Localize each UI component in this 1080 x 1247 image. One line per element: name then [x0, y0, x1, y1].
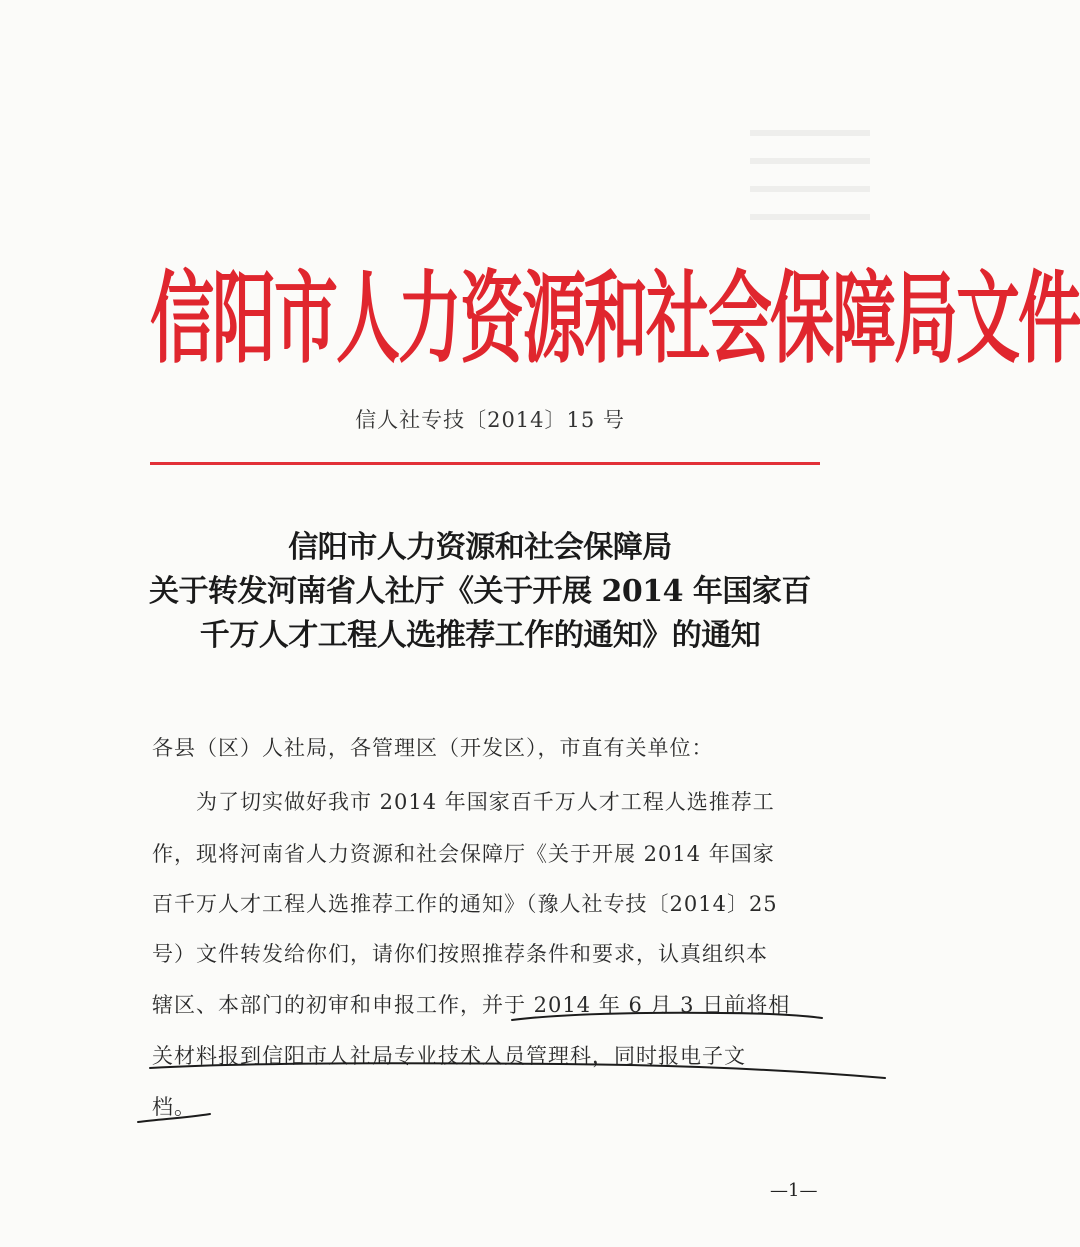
body-line-6: 关材料报到信阳市人社局专业技术人员管理科，同时报电子文: [152, 1044, 746, 1068]
notice-title: [130, 526, 830, 658]
body-line-4: 号）文件转发给你们，请你们按照推荐条件和要求，认真组织本: [152, 942, 768, 966]
body-line-3: 百千万人才工程人选推荐工作的通知》（豫人社专技〔2014〕25: [152, 892, 778, 916]
salutation: 各县（区）人社局，各管理区（开发区），市直有关单位：: [152, 736, 714, 760]
body-line-7: 档。: [152, 1095, 196, 1119]
document-header-title: 信阳市人力资源和社会保障局文件: [150, 261, 1080, 378]
notice-title-line-3: 千万人才工程人选推荐工作的通知》的通知: [199, 618, 761, 653]
notice-title-line-1: 信阳市人力资源和社会保障局: [288, 530, 672, 565]
red-divider-rule: [150, 462, 820, 465]
bleed-through-marks: [750, 130, 870, 240]
body-line-2: 作，现将河南省人力资源和社会保障厅《关于开展 2014 年国家: [152, 842, 775, 866]
document-number: 信人社专技〔2014〕15 号: [355, 408, 625, 432]
notice-title-line-2: 关于转发河南省人社厅《关于开展 2014 年国家百: [149, 574, 811, 609]
body-line-5: 辖区、本部门的初审和申报工作，并于 2014 年 6 月 3 日前将相: [152, 993, 791, 1017]
body-line-1: 为了切实做好我市 2014 年国家百千万人才工程人选推荐工: [152, 790, 775, 814]
page-number: —1—: [770, 1180, 818, 1201]
